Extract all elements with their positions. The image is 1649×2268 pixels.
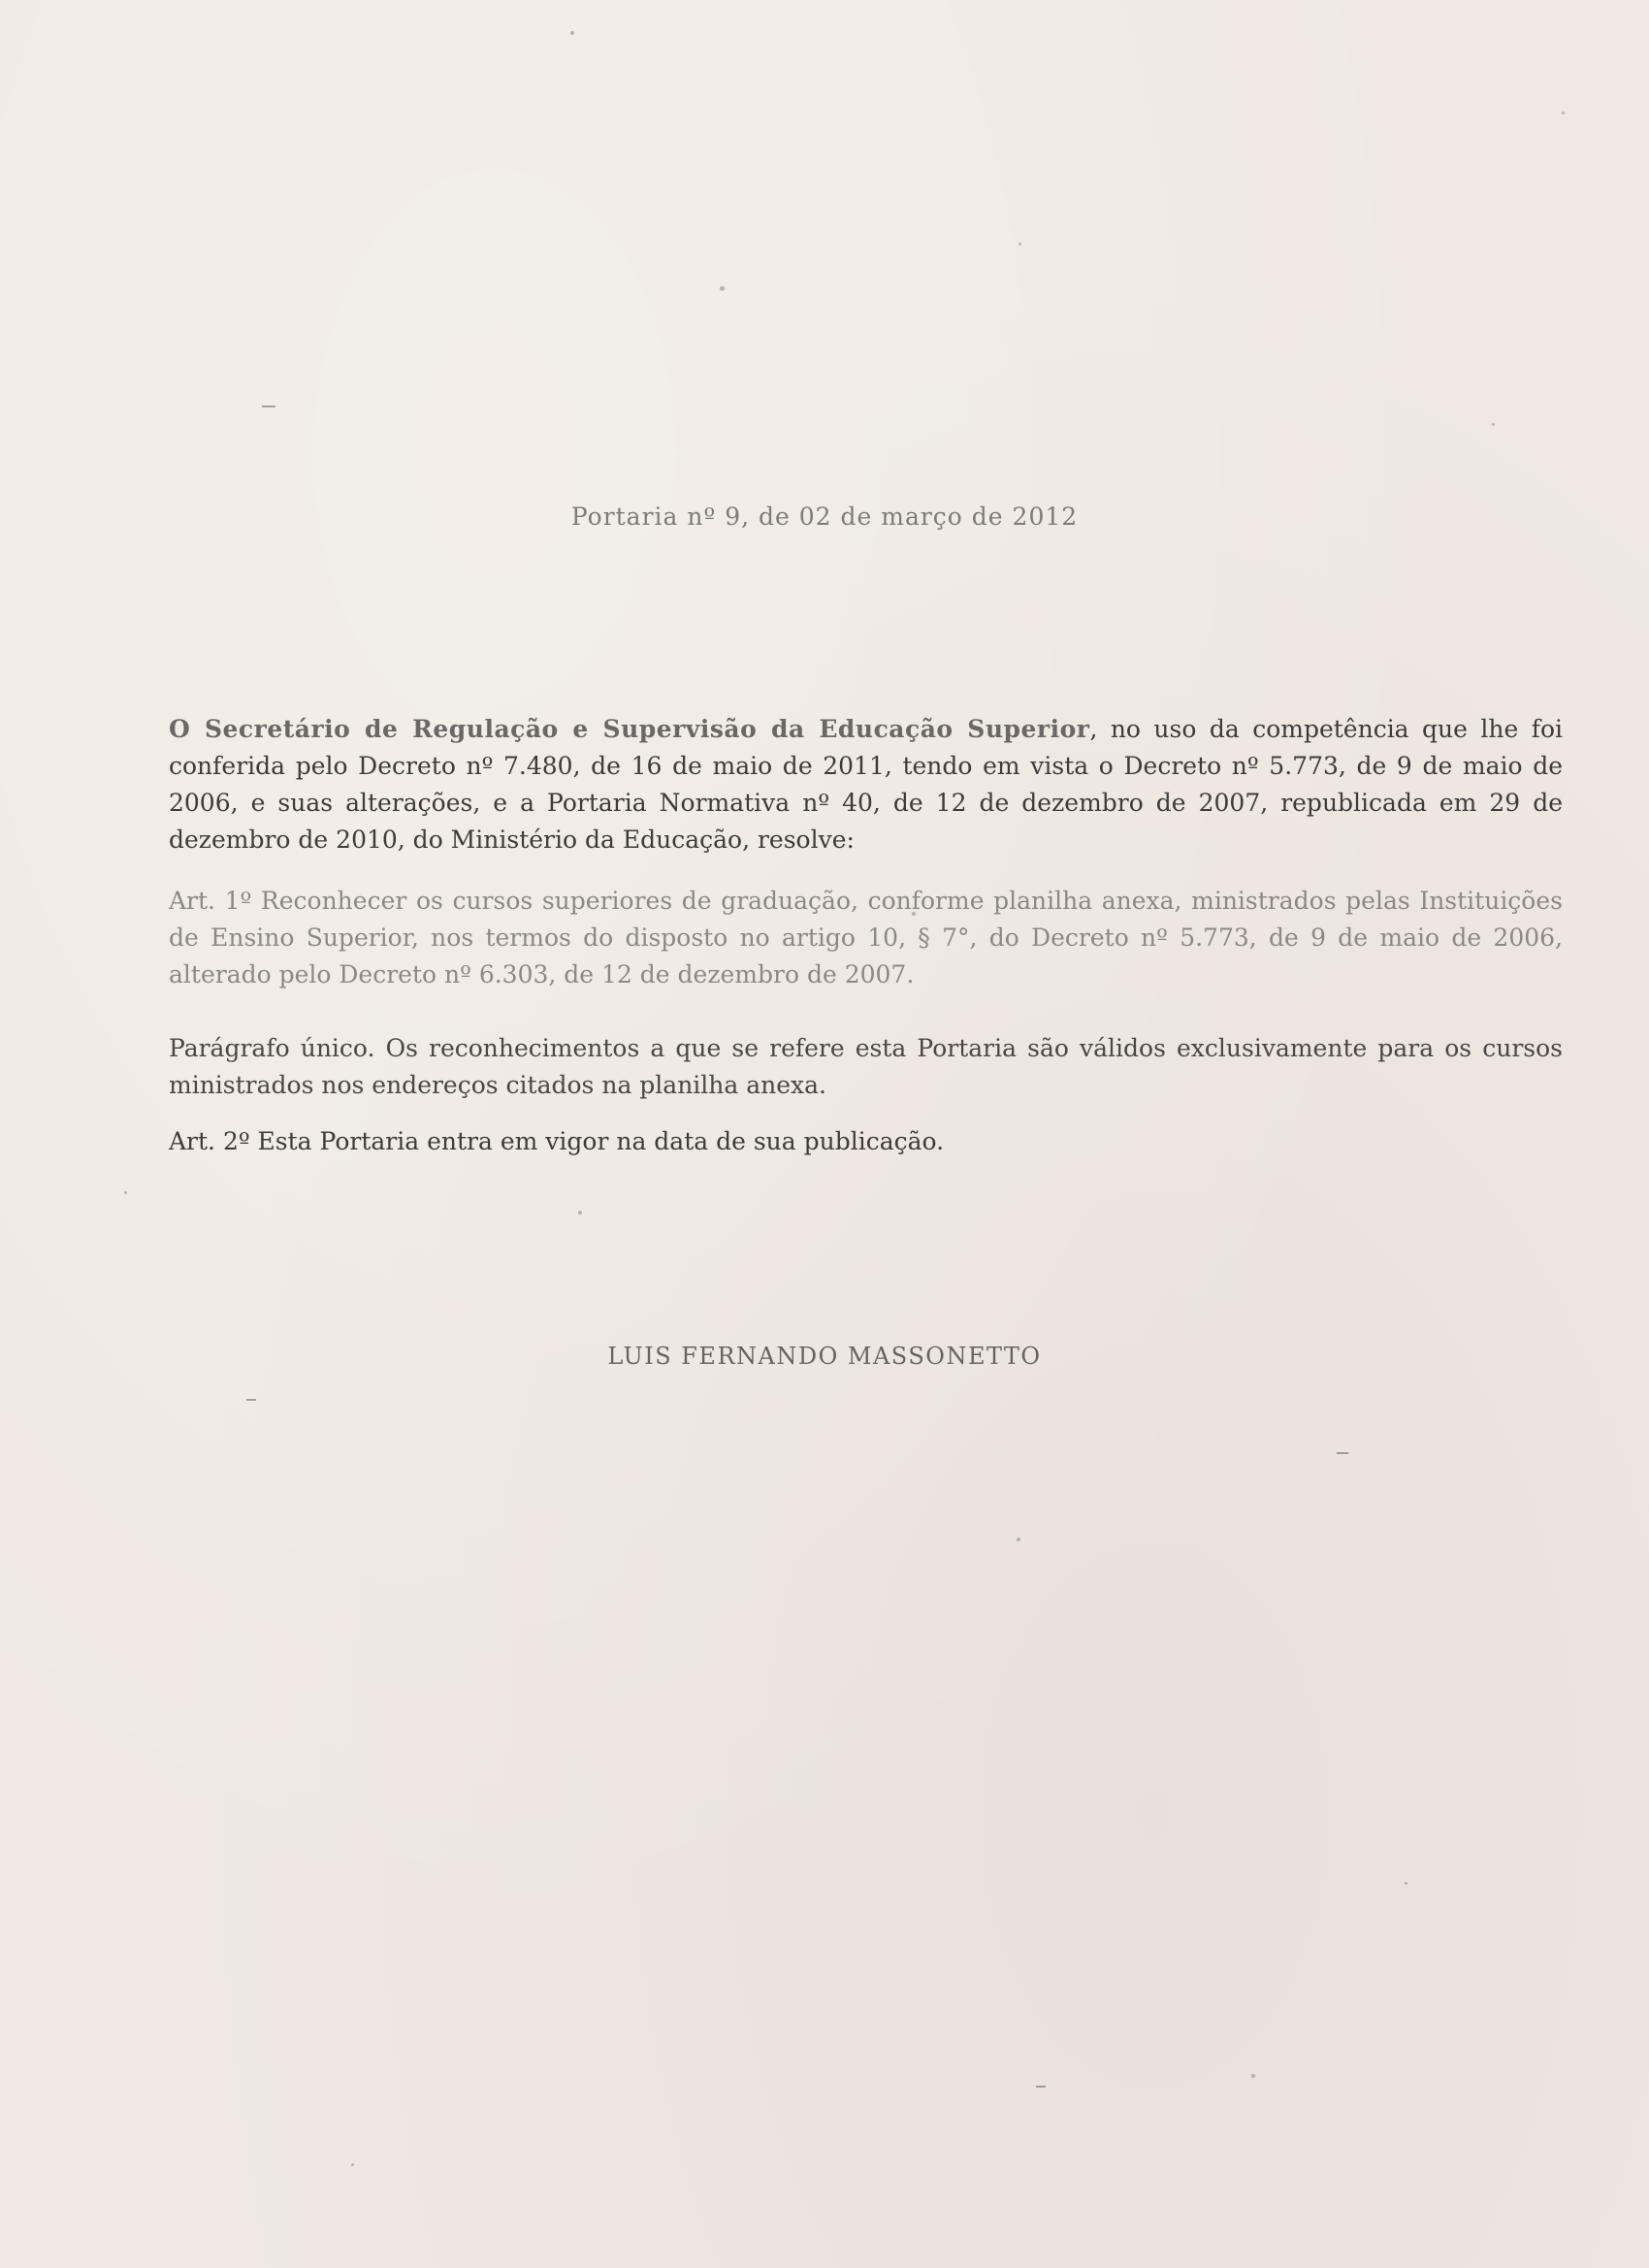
paper-speck (720, 286, 725, 291)
paper-speck (1251, 2074, 1255, 2078)
paragraph-unico: Parágrafo único. Os reconhecimentos a que se refere esta Portaria são válidos exclusivamente para os cursos ministrados nos endereços citados na planilha anexa. (169, 1034, 1563, 1099)
paper-speck (124, 1191, 127, 1194)
paper-speck (351, 2163, 354, 2166)
paper-speck (570, 31, 574, 35)
preamble-lead: O Secretário de Regulação e Supervisão da Educação Superior (169, 715, 1090, 743)
paper-speck (1017, 1538, 1020, 1541)
article-2-paragraph: Art. 2º Esta Portaria entra em vigor na data de sua publicação. (169, 1127, 945, 1155)
preamble-paragraph (169, 711, 1563, 859)
paper-speck (1492, 423, 1495, 426)
paper-speck (1018, 243, 1021, 245)
paper-speck (1405, 1882, 1407, 1885)
paper-speck (1562, 112, 1565, 114)
paper-speck (578, 1211, 582, 1215)
paper-mark (1036, 2086, 1046, 2088)
article-1-paragraph: Art. 1º Reconhecer os cursos superiores de graduação, conforme planilha anexa, ministrados pelas Instituições de Ensino Superior, nos termos do disposto no artigo 10, § 7°, do Decreto nº 5.773, de 9 de maio de 2006, alterado pelo Decreto nº 6.303, de 12 de dezembro de 2007. (169, 887, 1563, 988)
preamble-text: , no uso da competência que lhe foi conferida pelo Decreto nº 7.480, de 16 de maio de 2011, tendo em vista o Decreto nº 5.773, de 9 de maio de 2006, e suas alterações, e a Portaria Normativa nº 40, de 12 de dezembro de 2007, republicada em 29 de dezembro de 2010, do Ministério da Educação, resolve: (169, 715, 1564, 854)
paper-mark (1337, 1452, 1348, 1454)
paper-mark (246, 1399, 256, 1401)
signatory-name: LUIS FERNANDO MASSONETTO (607, 1343, 1042, 1370)
document-title: Portaria nº 9, de 02 de março de 2012 (570, 502, 1079, 531)
paper-mark (262, 405, 275, 407)
